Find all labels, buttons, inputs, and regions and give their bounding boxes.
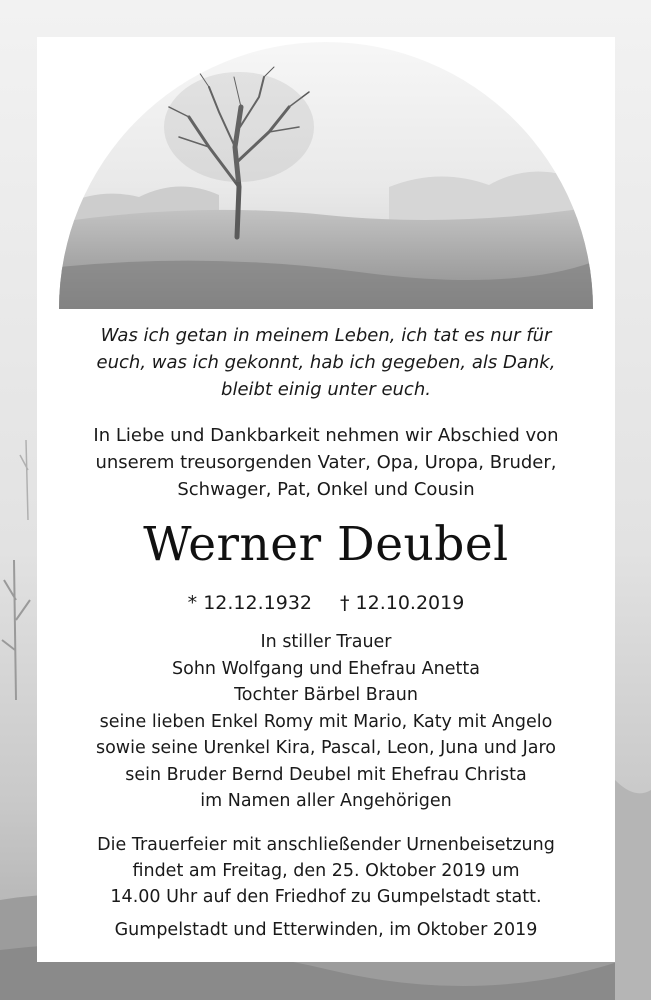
life-dates [37,589,615,617]
ceremony-line: 14.00 Uhr auf den Friedhof zu Gumpelstadt statt. [110,887,542,907]
mourner-line: Sohn Wolfgang und Ehefrau Anetta [172,658,480,679]
ceremony-line: Die Trauerfeier mit anschließender Urnenbeisetzung [97,835,555,855]
obituary-card [37,37,615,962]
death-date: † 12.10.2019 [340,592,465,614]
mourner-line: sowie seine Urenkel Kira, Pascal, Leon, Juna und Jaro [95,738,557,758]
poem-verse [37,322,615,403]
mourner-line: seine lieben Enkel Romy mit Mario, Katy mit Angelo [99,711,553,732]
intro-line: Schwager, Pat, Onkel und Cousin [177,479,475,500]
place-and-date: Gumpelstadt und Etterwinden, im Oktober 2019 [114,920,538,940]
poem-line: bleibt einig unter euch. [221,379,431,400]
intro-line: In Liebe und Dankbarkeit nehmen wir Abschied von [93,425,559,446]
intro-line: unserem treusorgenden Vater, Opa, Uropa, Bruder, [95,452,557,473]
mourner-line: sein Bruder Bernd Deubel mit Ehefrau Christa [125,764,527,785]
poem-line: Was ich getan in meinem Leben, ich tat es nur für [100,325,552,346]
birth-date: * 12.12.1932 [187,592,312,614]
mourner-line: Tochter Bärbel Braun [234,685,418,705]
mourner-line: In stiller Trauer [260,632,392,652]
deceased-name: Werner Deubel [143,517,509,572]
mourner-line: im Namen aller Angehörigen [200,791,452,811]
ceremony-line: findet am Freitag, den 25. Oktober 2019 um [132,861,520,881]
funeral-details [37,832,615,910]
mourners-list [37,629,615,815]
poem-line: euch, was ich gekonnt, hab ich gegeben, als Dank, [96,352,556,373]
tree-landscape-arch-image [59,37,593,309]
farewell-intro [37,422,615,503]
